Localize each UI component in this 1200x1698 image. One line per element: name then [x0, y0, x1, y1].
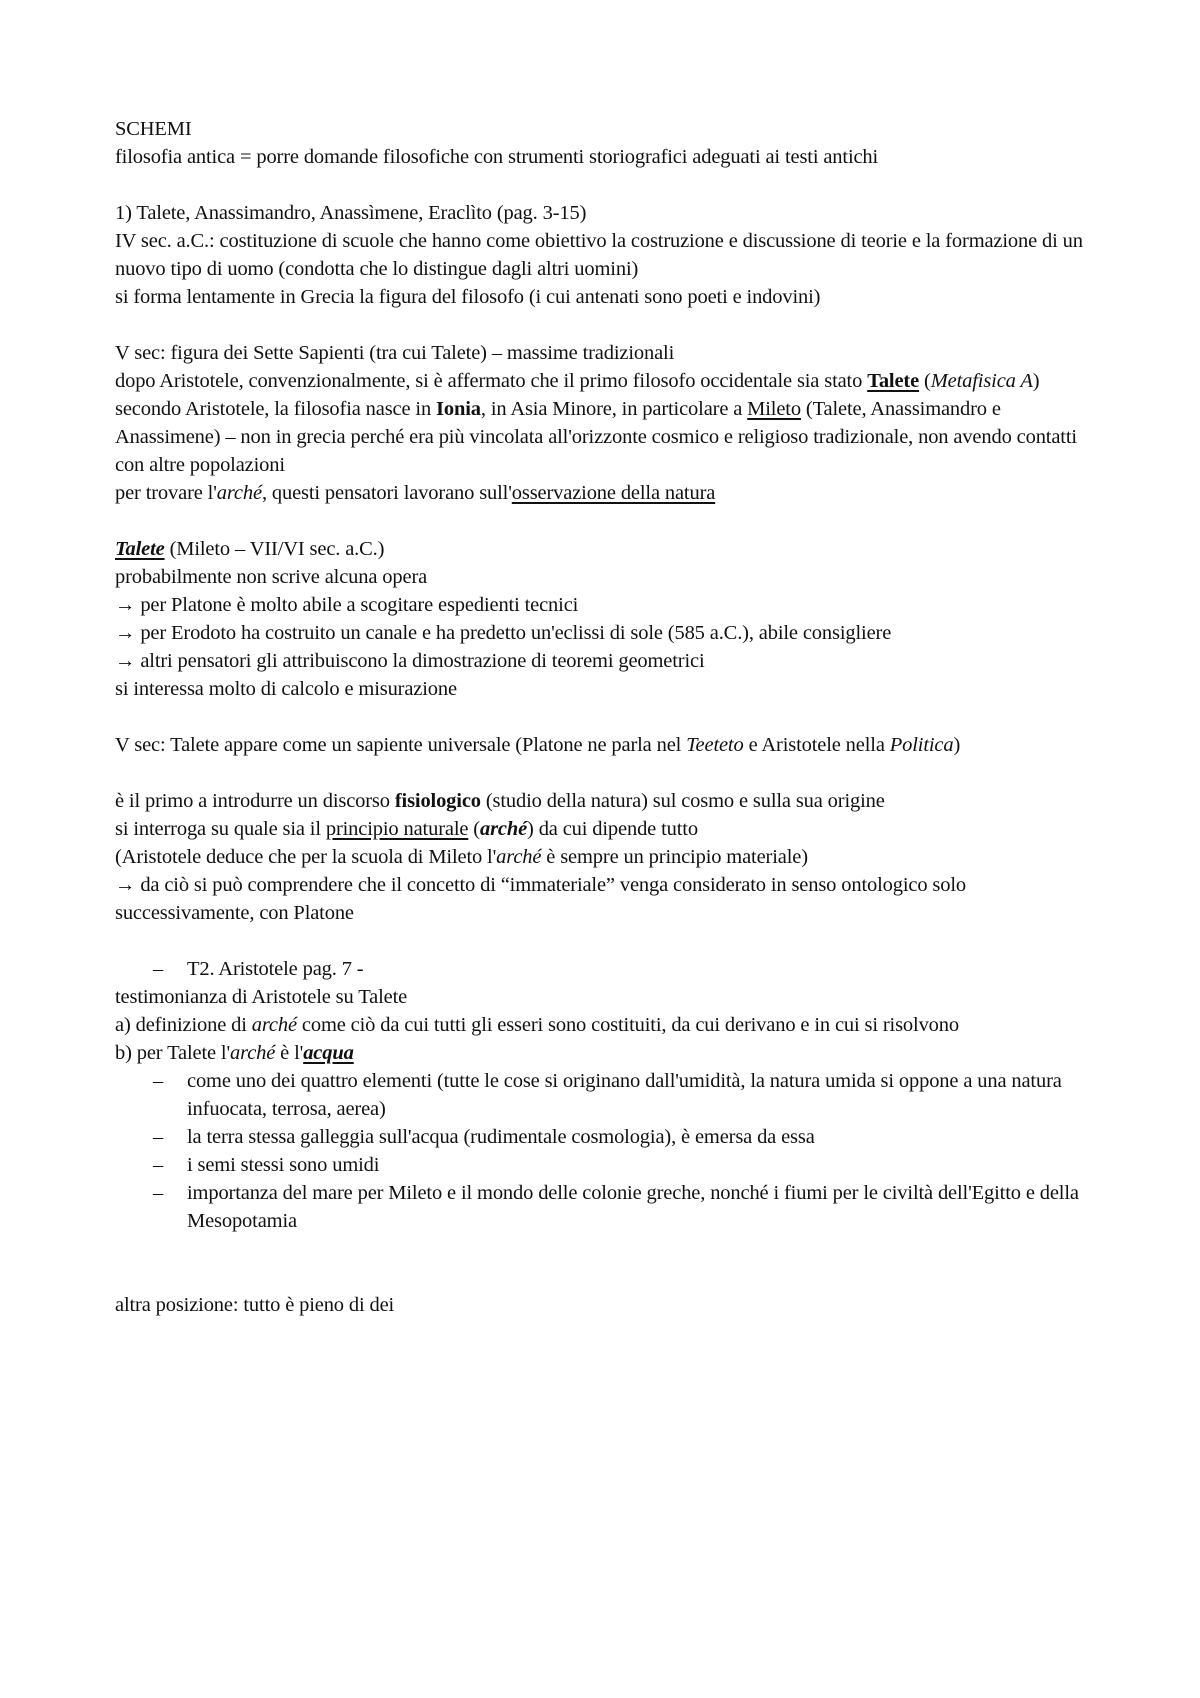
document-title: SCHEMI	[115, 118, 192, 140]
acqua-bullet-list	[115, 1067, 1100, 1235]
dash-bullet: –	[153, 958, 164, 980]
section5-line3: (Aristotele deduce che per la scuola di Mileto l'arché è sempre un principio materiale)	[115, 846, 808, 868]
fisiologico-highlight: fisiologico	[394, 790, 481, 812]
document-body	[115, 115, 1100, 1319]
closing-line: altra posizione: tutto è pieno di dei	[115, 1294, 395, 1316]
section1-heading: 1) Talete, Anassimandro, Anassìmene, Eraclìto (pag. 3-15)	[115, 202, 587, 224]
list-item: – la terra stessa galleggia sull'acqua (rudimentale cosmologia), è emersa da essa	[115, 1123, 1100, 1151]
t2-heading: – T2. Aristotele pag. 7 -	[115, 955, 1100, 983]
intro-line: filosofia antica = porre domande filosofiche con strumenti storiografici adeguati ai testi antichi	[115, 146, 879, 168]
section3-line1: probabilmente non scrive alcuna opera	[115, 566, 428, 588]
osservazione-underline: osservazione della natura	[511, 482, 716, 504]
mileto-underline: Mileto	[747, 398, 801, 420]
section3-line4: → altri pensatori gli attribuiscono la dimostrazione di teoremi geometrici	[115, 650, 705, 672]
list-item: – come uno dei quattro elementi (tutte le cose si originano dall'umidità, la natura umida si oppone a una natura infuocata, terrosa, aerea)	[115, 1067, 1100, 1123]
section3-line3: → per Erodoto ha costruito un canale e ha predetto un'eclissi di sole (585 a.C.), abile consigliere	[115, 622, 892, 644]
section5-line4: → da ciò si può comprendere che il concetto di “immateriale” venga considerato in senso ontologico solo successivamente, con Platone	[115, 874, 966, 924]
ionia-highlight: Ionia	[436, 398, 481, 420]
section2-line4: per trovare l'arché, questi pensatori lavorano sull'osservazione della natura	[115, 482, 716, 504]
section3-line5: si interessa molto di calcolo e misurazione	[115, 678, 457, 700]
principio-naturale-underline: principio naturale	[325, 818, 469, 840]
section6-line3: b) per Talete l'arché è l'acqua	[115, 1042, 354, 1064]
section5-line1: è il primo a introdurre un discorso fisiologico (studio della natura) sul cosmo e sulla sua origine	[115, 790, 885, 812]
section2-line1: V sec: figura dei Sette Sapienti (tra cui Talete) – massime tradizionali	[115, 342, 675, 364]
section2-line3: secondo Aristotele, la filosofia nasce in Ionia, in Asia Minore, in particolare a Mileto (Talete, Anassimandro e Anassimene) – non in grecia perché era più vincolata all'orizzonte cosmico e religioso tradizionale, non avendo contatti con altre popolazioni	[115, 398, 1077, 476]
talete-heading: Talete (Mileto – VII/VI sec. a.C.)	[115, 538, 385, 560]
talete-name: Talete	[115, 538, 165, 560]
section2-line2: dopo Aristotele, convenzionalmente, si è affermato che il primo filosofo occidentale sia stato Talete (Metafisica A)	[115, 370, 1040, 392]
acqua-highlight: acqua	[303, 1042, 354, 1064]
section6-line2: a) definizione di arché come ciò da cui tutti gli esseri sono costituiti, da cui derivano e in cui si risolvono	[115, 1014, 959, 1036]
talete-highlight: Talete	[867, 370, 920, 392]
dash-bullet: –	[153, 1182, 164, 1204]
section3-line2: → per Platone è molto abile a scogitare espedienti tecnici	[115, 594, 579, 616]
list-item: – i semi stessi sono umidi	[115, 1151, 1100, 1179]
list-item: – importanza del mare per Mileto e il mondo delle colonie greche, nonché i fiumi per le civiltà dell'Egitto e della Mesopotamia	[115, 1179, 1100, 1235]
section5-line2: si interroga su quale sia il principio naturale (arché) da cui dipende tutto	[115, 818, 698, 840]
section6-line1: testimonianza di Aristotele su Talete	[115, 986, 408, 1008]
section1-line1: IV sec. a.C.: costituzione di scuole che hanno come obiettivo la costruzione e discussione di teorie e la formazione di un nuovo tipo di uomo (condotta che lo distingue dagli altri uomini)	[115, 230, 1083, 280]
section1-line2: si forma lentamente in Grecia la figura del filosofo (i cui antenati sono poeti e indovini)	[115, 286, 821, 308]
section4-line: V sec: Talete appare come un sapiente universale (Platone ne parla nel Teeteto e Aristotele nella Politica)	[115, 734, 961, 756]
dash-bullet: –	[153, 1126, 164, 1148]
dash-bullet: –	[153, 1154, 164, 1176]
dash-bullet: –	[153, 1070, 164, 1092]
